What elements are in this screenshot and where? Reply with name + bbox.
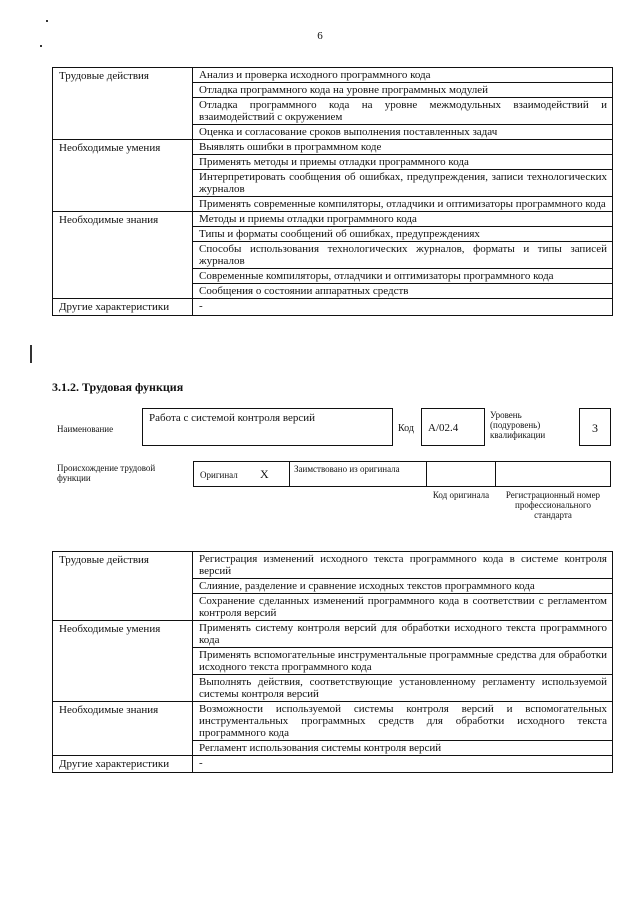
table-cell: Сохранение сделанных изменений программного кода в соответствии с регламентом контроля версий xyxy=(193,594,613,621)
borrowed-label: Заимствовано из оригинала xyxy=(294,464,400,474)
table-cell: Современные компиляторы, отладчики и оптимизаторы программного кода xyxy=(193,269,613,284)
section-title: 3.1.2. Трудовая функция xyxy=(52,380,184,394)
table-row xyxy=(53,702,613,741)
table-row xyxy=(53,756,613,773)
table-cell: Применять современные компиляторы, отладчики и оптимизаторы программного кода xyxy=(193,197,613,212)
name-value: Работа с системой контроля версий xyxy=(149,412,316,424)
original-mark: X xyxy=(260,467,269,481)
table-cell: Слияние, разделение и сравнение исходных текстов программного кода xyxy=(193,579,613,594)
table-cell: Интерпретировать сообщения об ошибках, предупреждения, записи технологических журналов xyxy=(193,170,613,197)
reg-number-caption: Регистрационный номер профессионального стандарта xyxy=(505,490,601,520)
code-value: A/02.4 xyxy=(428,422,459,434)
table-cell: Регистрация изменений исходного текста программного кода в системе контроля версий xyxy=(193,552,613,579)
table-row xyxy=(53,68,613,83)
level-label: Уровень (подуровень) квалификации xyxy=(490,410,546,440)
table-row xyxy=(53,552,613,579)
requirements-table-1 xyxy=(52,67,613,316)
table-cell: Оценка и согласование сроков выполнения поставленных задач xyxy=(193,125,613,140)
reg-number-cell xyxy=(495,462,610,486)
table-cell: Выполнять действия, соответствующие установленному регламенту используемой системы контроля версий xyxy=(193,675,613,702)
table-cell: Применять методы и приемы отладки программного кода xyxy=(193,155,613,170)
row-group-label: Необходимые знания xyxy=(53,702,193,756)
table-row xyxy=(53,212,613,227)
table-cell: - xyxy=(193,756,613,773)
name-label: Наименование xyxy=(57,424,114,434)
row-group-label: Другие характеристики xyxy=(53,756,193,773)
origin-row xyxy=(193,461,611,487)
table-cell: Способы использования технологических журналов, форматы и типы записей журналов xyxy=(193,242,613,269)
table-cell: Регламент использования системы контроля версий xyxy=(193,741,613,756)
table-cell: Анализ и проверка исходного программного кода xyxy=(193,68,613,83)
borrowed-cell xyxy=(289,462,427,486)
scan-dot xyxy=(30,345,32,363)
original-cell xyxy=(194,462,290,486)
origin-label: Происхождение трудовой функции xyxy=(57,463,156,483)
code-original-caption: Код оригинала xyxy=(432,490,490,500)
table-cell: Отладка программного кода на уровне программных модулей xyxy=(193,83,613,98)
level-value: 3 xyxy=(592,421,598,435)
table-cell: Выявлять ошибки в программном коде xyxy=(193,140,613,155)
code-label: Код xyxy=(398,423,414,434)
row-group-label: Необходимые знания xyxy=(53,212,193,299)
row-group-label: Другие характеристики xyxy=(53,299,193,316)
requirements-table-2 xyxy=(52,551,613,773)
code-original-cell xyxy=(426,462,496,486)
table-row xyxy=(53,140,613,155)
scan-dot xyxy=(46,20,48,22)
table-cell: Отладка программного кода на уровне межмодульных взаимодействий и взаимодействий с окружением xyxy=(193,98,613,125)
code-value-box xyxy=(421,408,485,446)
level-value-box xyxy=(579,408,611,446)
row-group-label: Трудовые действия xyxy=(53,552,193,621)
name-value-box xyxy=(142,408,393,446)
table-row xyxy=(53,621,613,648)
table-cell: Применять вспомогательные инструментальные программные средства для обработки исходного текста программного кода xyxy=(193,648,613,675)
page-number: 6 xyxy=(317,30,323,42)
table-cell: Возможности используемой системы контроля версий и вспомогательных инструментальных программных средств для обработки исходного текста программного кода xyxy=(193,702,613,741)
table-row xyxy=(53,299,613,316)
row-group-label: Необходимые умения xyxy=(53,621,193,702)
table-cell: Применять систему контроля версий для обработки исходного текста программного кода xyxy=(193,621,613,648)
table-cell: Типы и форматы сообщений об ошибках, предупреждениях xyxy=(193,227,613,242)
scan-dot xyxy=(40,45,42,47)
row-group-label: Трудовые действия xyxy=(53,68,193,140)
table-cell: Сообщения о состоянии аппаратных средств xyxy=(193,284,613,299)
table-cell: Методы и приемы отладки программного кода xyxy=(193,212,613,227)
row-group-label: Необходимые умения xyxy=(53,140,193,212)
original-label: Оригинал xyxy=(200,470,238,480)
table-cell: - xyxy=(193,299,613,316)
